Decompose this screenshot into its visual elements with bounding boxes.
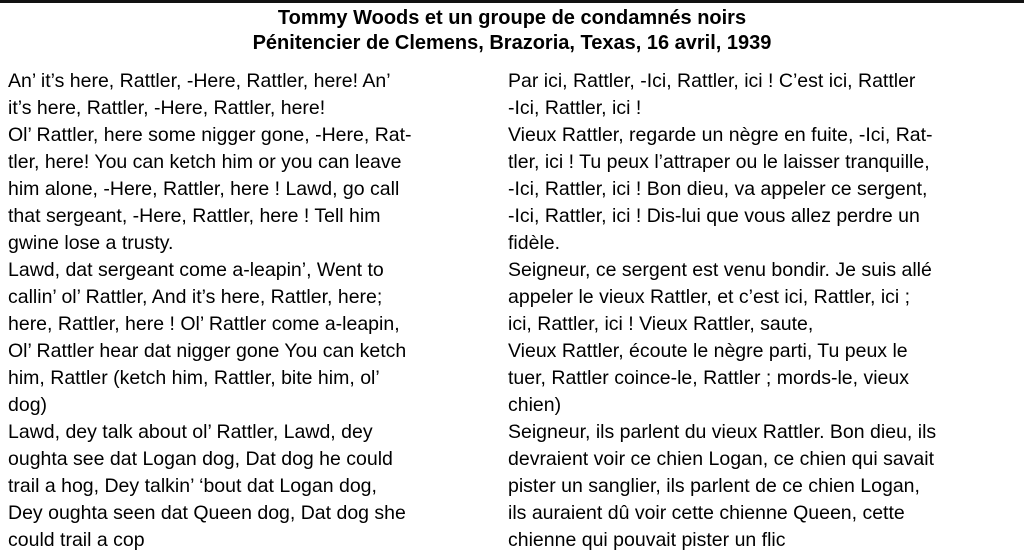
french-lyric-line: fidèle.	[508, 232, 561, 254]
english-lyric-line: Ol’ Rattler hear dat nigger gone You can ketch	[8, 340, 407, 362]
english-lyric-line: Lawd, dey talk about ol’ Rattler, Lawd, dey	[8, 421, 373, 443]
french-lyric-line: Vieux Rattler, écoute le nègre parti, Tu peux le	[508, 340, 908, 362]
english-lyric-line: him, Rattler (ketch him, Rattler, bite him, ol’	[8, 367, 380, 389]
english-lyric-line: An’ it’s here, Rattler, -Here, Rattler, here! An’	[8, 70, 391, 92]
english-lyric-line: trail a hog, Dey talkin’ ‘bout dat Logan dog,	[8, 475, 377, 497]
french-lyric-line: tler, ici ! Tu peux l’attraper ou le laisser tranquille,	[508, 151, 930, 173]
french-lyric-line: Seigneur, ils parlent du vieux Rattler. Bon dieu, ils	[508, 421, 937, 443]
document-subtitle: Pénitencier de Clemens, Brazoria, Texas, 16 avril, 1939	[252, 32, 772, 54]
english-lyric-line: gwine lose a trusty.	[8, 232, 174, 254]
document-title: Tommy Woods et un groupe de condamnés noirs	[277, 7, 747, 29]
english-lyric-line: Ol’ Rattler, here some nigger gone, -Here, Rat-	[8, 124, 412, 146]
cropped-text-above	[0, 0, 1024, 3]
english-lyric-line: it’s here, Rattler, -Here, Rattler, here!	[8, 97, 326, 119]
french-lyric-line: chien)	[508, 394, 562, 416]
english-lyrics-column	[8, 68, 494, 554]
french-lyric-line: appeler le vieux Rattler, et c’est ici, Rattler, ici ;	[508, 286, 911, 308]
french-lyric-line: ils auraient dû voir cette chienne Queen, cette	[508, 502, 905, 524]
french-lyric-line: chienne qui pouvait pister un flic	[508, 529, 786, 551]
english-lyric-line: that sergeant, -Here, Rattler, here ! Tell him	[8, 205, 381, 227]
french-lyric-line: -Ici, Rattler, ici !	[508, 97, 642, 119]
english-lyric-line: him alone, -Here, Rattler, here ! Lawd, go call	[8, 178, 400, 200]
english-lyric-line: Dey oughta seen dat Queen dog, Dat dog she	[8, 502, 406, 524]
english-lyric-line: Lawd, dat sergeant come a-leapin’, Went to	[8, 259, 384, 281]
english-lyric-line: callin’ ol’ Rattler, And it’s here, Rattler, here;	[8, 286, 383, 308]
english-lyric-line: oughta see dat Logan dog, Dat dog he could	[8, 448, 393, 470]
french-translation-column	[508, 68, 1018, 554]
french-lyric-line: -Ici, Rattler, ici ! Dis-lui que vous allez perdre un	[508, 205, 920, 227]
document-header	[0, 6, 1024, 56]
french-lyric-line: ici, Rattler, ici ! Vieux Rattler, saute,	[508, 313, 814, 335]
french-lyric-line: pister un sanglier, ils parlent de ce chien Logan,	[508, 475, 920, 497]
french-lyric-line: -Ici, Rattler, ici ! Bon dieu, va appeler ce sergent,	[508, 178, 928, 200]
french-lyric-line: tuer, Rattler coince-le, Rattler ; mords-le, vieux	[508, 367, 909, 389]
french-lyric-line: Par ici, Rattler, -Ici, Rattler, ici ! C’est ici, Rattler	[508, 70, 916, 92]
french-lyric-line: devraient voir ce chien Logan, ce chien qui savait	[508, 448, 935, 470]
english-lyric-line: dog)	[8, 394, 48, 416]
english-lyric-line: could trail a cop	[8, 529, 145, 551]
english-lyric-line: here, Rattler, here ! Ol’ Rattler come a-leapin,	[8, 313, 400, 335]
english-lyric-line: tler, here! You can ketch him or you can leave	[8, 151, 402, 173]
french-lyric-line: Vieux Rattler, regarde un nègre en fuite, -Ici, Rat-	[508, 124, 933, 146]
french-lyric-line: Seigneur, ce sergent est venu bondir. Je suis allé	[508, 259, 932, 281]
